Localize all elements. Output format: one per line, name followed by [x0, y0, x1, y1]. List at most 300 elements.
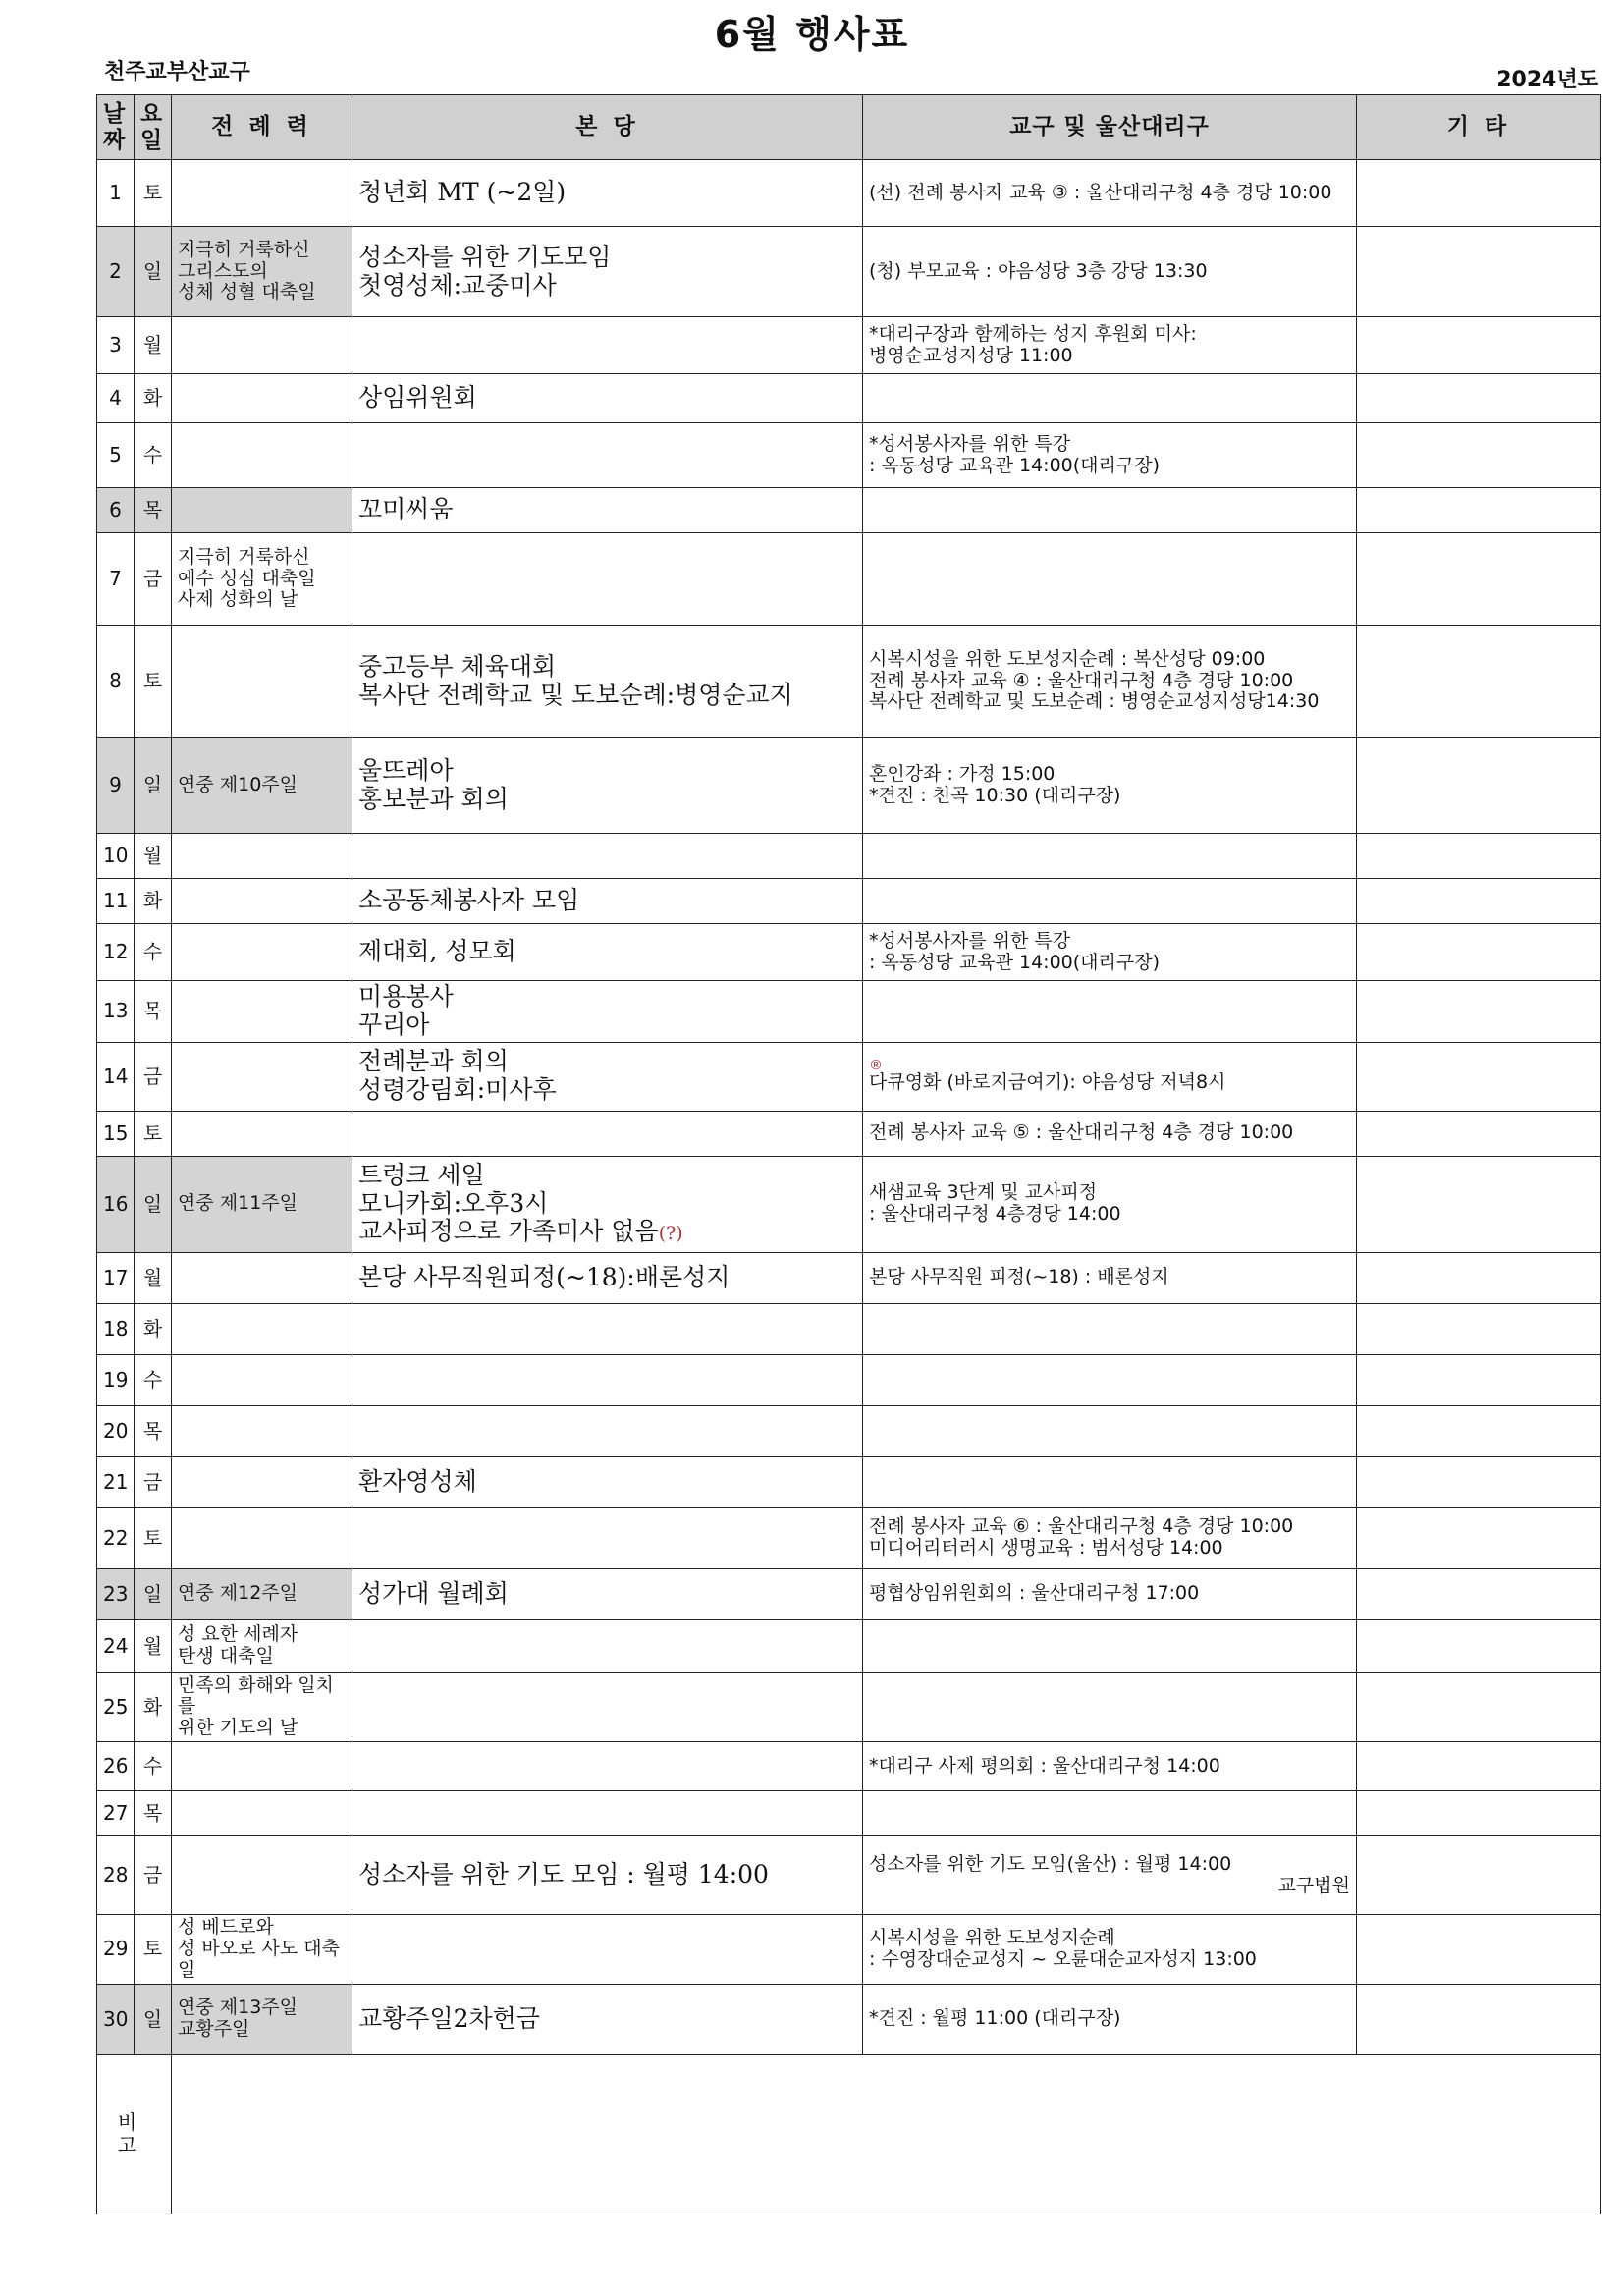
diocese-cell: [863, 227, 1357, 317]
diocese-cell: [863, 374, 1357, 423]
date-cell-text: 18: [103, 1316, 129, 1340]
dow-cell: [135, 1742, 172, 1791]
table-row: [97, 879, 1601, 924]
main-cell: [352, 1672, 863, 1742]
date-cell-text: 6: [109, 498, 122, 521]
date-cell-text: 27: [103, 1801, 129, 1826]
liturgy-cell: [172, 1619, 352, 1672]
diocese-cell-text: 전례 봉사자 교육 ⑤ : 울산대리구청 4층 경당 10:00: [869, 1121, 1294, 1144]
table-row: [97, 1836, 1601, 1915]
table-row: [97, 317, 1601, 374]
main-cell: [352, 1742, 863, 1791]
date-cell-text: 1: [109, 181, 122, 204]
liturgy-cell: [172, 423, 352, 488]
etc-cell: [1357, 1619, 1601, 1672]
dow-cell-text: 목: [142, 999, 163, 1023]
dow-cell: [135, 374, 172, 423]
liturgy-cell: [172, 533, 352, 626]
main-cell: [352, 1111, 863, 1156]
main-cell: [352, 533, 863, 626]
etc-cell: [1357, 374, 1601, 423]
diocese-cell: [863, 1672, 1357, 1742]
liturgy-cell: [172, 1984, 352, 2054]
diocese-cell: [863, 879, 1357, 924]
etc-cell: [1357, 317, 1601, 374]
liturgy-cell-text: 연중 제11주일: [178, 1192, 298, 1215]
diocese-cell-text: *성서봉사자를 위한 특강 : 옥동성당 교육관 14:00(대리구장): [869, 929, 1160, 973]
table-row: [97, 626, 1601, 738]
table-row: [97, 1742, 1601, 1791]
diocese-cell-text: 시복시성을 위한 도보성지순례 : 복산성당 09:00 전례 봉사자 교육 ④ : 울산대리구청 4층 경당 10:00 복사단 전례학교 및 도보순례 : 병영순교성지성당14:30: [869, 647, 1320, 713]
diocese-cell-text: 본당 사무직원 피정(~18) : 배론성지: [869, 1266, 1169, 1288]
diocese-cell-text: 시복시성을 위한 도보성지순례 : 수영장대순교성지 ~ 오륜대순교자성지 13:00: [869, 1926, 1257, 1970]
dow-cell: [135, 1354, 172, 1405]
main-cell: [352, 1915, 863, 1985]
table-row: [97, 1456, 1601, 1507]
main-cell: [352, 1507, 863, 1568]
dow-cell: [135, 227, 172, 317]
date-cell-text: 20: [103, 1418, 129, 1443]
dow-cell: [135, 981, 172, 1043]
col-header-dow: 요 일: [135, 95, 172, 160]
dow-cell: [135, 488, 172, 533]
date-cell-text: 29: [103, 1937, 129, 1961]
dow-cell-text: 금: [142, 1064, 163, 1088]
diocese-cell: [863, 924, 1357, 981]
col-header-liturgy: 전 례 력: [172, 95, 352, 160]
dow-cell-text: 일: [142, 1581, 163, 1606]
diocese-cell: [863, 1405, 1357, 1456]
date-cell: [97, 1405, 135, 1456]
date-cell: [97, 1156, 135, 1252]
main-cell-text: 성소자를 위한 기도모임 첫영성체:교중미사: [358, 242, 612, 300]
dow-cell: [135, 1042, 172, 1111]
main-cell: [352, 834, 863, 879]
notes-content: [172, 2054, 1601, 2214]
liturgy-cell: [172, 1791, 352, 1836]
date-cell: [97, 1672, 135, 1742]
date-cell-text: 3: [109, 333, 122, 356]
dow-cell-text: 토: [142, 1121, 163, 1145]
dow-cell-text: 수: [142, 1754, 163, 1778]
main-cell-text: 성가대 월례회: [358, 1578, 509, 1608]
main-cell: [352, 1456, 863, 1507]
liturgy-cell: [172, 488, 352, 533]
dow-cell-text: 수: [142, 940, 163, 963]
etc-cell: [1357, 1111, 1601, 1156]
dow-cell: [135, 423, 172, 488]
table-row: [97, 1354, 1601, 1405]
dow-cell: [135, 1619, 172, 1672]
etc-cell: [1357, 924, 1601, 981]
liturgy-cell-text: 성 요한 세례자 탄생 대축일: [178, 1623, 298, 1667]
main-cell-text: 소공동체봉사자 모임: [358, 886, 580, 915]
main-cell-text: 중고등부 체육대회 복사단 전례학교 및 도보순례:병영순교지: [358, 651, 793, 709]
diocese-cell: [863, 1252, 1357, 1303]
dow-cell: [135, 1672, 172, 1742]
table-row: [97, 1984, 1601, 2054]
dow-cell-text: 수: [142, 1367, 163, 1392]
date-cell: [97, 879, 135, 924]
main-cell-text: 울뜨레아 홍보분과 회의: [358, 755, 509, 813]
dow-cell-text: 월: [142, 1265, 163, 1289]
liturgy-cell: [172, 1836, 352, 1915]
dow-cell-text: 화: [142, 1316, 163, 1340]
dow-cell: [135, 1836, 172, 1915]
date-cell-text: 13: [103, 999, 129, 1023]
diocese-cell: [863, 1042, 1357, 1111]
diocese-cell-text: 전례 봉사자 교육 ⑥ : 울산대리구청 4층 경당 10:00 미디어리터러시 생명교육 : 범서성당 14:00: [869, 1515, 1294, 1558]
date-cell: [97, 1303, 135, 1354]
dow-cell-text: 화: [142, 1694, 163, 1719]
dow-cell-text: 화: [142, 386, 163, 410]
date-cell-text: 5: [109, 443, 122, 466]
date-cell-text: 10: [103, 844, 129, 867]
diocese-cell: [863, 1742, 1357, 1791]
liturgy-cell: [172, 981, 352, 1043]
dow-cell-text: 토: [142, 669, 163, 692]
date-cell: [97, 374, 135, 423]
dow-cell: [135, 1507, 172, 1568]
date-cell-text: 16: [103, 1191, 129, 1216]
dow-cell-text: 월: [142, 1633, 163, 1658]
date-cell: [97, 1836, 135, 1915]
main-cell-text: 꼬미씨움: [358, 495, 454, 524]
dow-cell: [135, 834, 172, 879]
dow-cell: [135, 1252, 172, 1303]
main-cell-text: 청년회 MT (~2일): [358, 178, 567, 207]
date-cell: [97, 1984, 135, 2054]
liturgy-cell: [172, 1405, 352, 1456]
dow-cell-text: 일: [142, 1191, 163, 1216]
liturgy-cell: [172, 1111, 352, 1156]
diocese-cell-text: (선) 전례 봉사자 교육 ③ : 울산대리구청 4층 경당 10:00: [869, 181, 1332, 203]
notes-row: [97, 2054, 1601, 2214]
main-cell: [352, 981, 863, 1043]
main-cell: [352, 1354, 863, 1405]
date-cell: [97, 1042, 135, 1111]
dow-cell: [135, 924, 172, 981]
date-cell: [97, 423, 135, 488]
main-cell: [352, 423, 863, 488]
diocese-cell: [863, 981, 1357, 1043]
dow-cell-text: 금: [142, 1469, 163, 1494]
dow-cell-text: 목: [142, 498, 163, 521]
date-cell-text: 24: [103, 1633, 129, 1658]
date-cell: [97, 1619, 135, 1672]
etc-cell: [1357, 879, 1601, 924]
diocese-cell: [863, 1156, 1357, 1252]
diocese-cell: [863, 1791, 1357, 1836]
table-row: [97, 1619, 1601, 1672]
diocese-cell-text: 혼인강좌 : 가정 15:00 *견진 : 천곡 10:30 (대리구장): [869, 762, 1121, 806]
etc-cell: [1357, 1791, 1601, 1836]
col-header-etc: 기 타: [1357, 95, 1601, 160]
liturgy-cell-text: 지극히 거룩하신 그리스도의 성체 성혈 대축일: [178, 238, 316, 303]
etc-cell: [1357, 1915, 1601, 1985]
etc-cell: [1357, 834, 1601, 879]
handwritten-question-mark: (?): [658, 1223, 683, 1245]
dow-cell: [135, 1456, 172, 1507]
main-cell: [352, 1619, 863, 1672]
diocese-cell: [863, 834, 1357, 879]
diocese-cell: [863, 626, 1357, 738]
diocese-cell: [863, 1354, 1357, 1405]
liturgy-cell-text: 민족의 화해와 일치를 위한 기도의 날: [178, 1673, 334, 1739]
dow-cell: [135, 1568, 172, 1619]
etc-cell: [1357, 1156, 1601, 1252]
etc-cell: [1357, 738, 1601, 834]
dow-cell-text: 일: [142, 2006, 163, 2031]
table-row: [97, 1672, 1601, 1742]
main-cell: [352, 1568, 863, 1619]
liturgy-cell-text: 지극히 거룩하신 예수 성심 대축일 사제 성화의 날: [178, 545, 316, 611]
diocese-cell: [863, 423, 1357, 488]
table-row: [97, 1042, 1601, 1111]
table-row: [97, 1405, 1601, 1456]
schedule-table: [96, 94, 1601, 2214]
date-cell: [97, 488, 135, 533]
table-row: [97, 533, 1601, 626]
diocese-subtext: 교구법원: [1277, 1874, 1350, 1896]
date-cell: [97, 626, 135, 738]
liturgy-cell: [172, 1042, 352, 1111]
table-row: [97, 834, 1601, 879]
col-header-date: 날 짜: [97, 95, 135, 160]
main-cell: [352, 1303, 863, 1354]
dow-cell: [135, 533, 172, 626]
diocese-cell: [863, 533, 1357, 626]
main-cell: [352, 1156, 863, 1252]
date-cell: [97, 1568, 135, 1619]
date-cell-text: 25: [103, 1694, 129, 1719]
liturgy-cell-text: 성 베드로와 성 바오로 사도 대축일: [178, 1916, 340, 1981]
main-cell: [352, 626, 863, 738]
diocese-cell: [863, 488, 1357, 533]
table-row: [97, 160, 1601, 227]
dow-cell: [135, 1984, 172, 2054]
date-cell: [97, 1742, 135, 1791]
etc-cell: [1357, 227, 1601, 317]
col-header-main: 본 당: [352, 95, 863, 160]
liturgy-cell: [172, 879, 352, 924]
organization-name: 천주교부산교구: [104, 60, 250, 84]
diocese-cell: [863, 1456, 1357, 1507]
date-cell: [97, 317, 135, 374]
dow-cell-text: 화: [142, 889, 163, 912]
date-cell-text: 28: [103, 1863, 129, 1887]
liturgy-cell: [172, 1354, 352, 1405]
dow-cell-text: 목: [142, 1801, 163, 1826]
etc-cell: [1357, 1354, 1601, 1405]
main-cell-text: 상임위원회: [358, 383, 477, 412]
table-row: [97, 1111, 1601, 1156]
dow-cell: [135, 160, 172, 227]
table-row: [97, 1156, 1601, 1252]
diocese-cell-text: 평협상임위원회의 : 울산대리구청 17:00: [869, 1582, 1200, 1605]
main-cell-text: 본당 사무직원피정(~18):배론성지: [358, 1262, 731, 1291]
liturgy-cell: [172, 924, 352, 981]
dow-cell-text: 토: [142, 1937, 163, 1961]
date-cell: [97, 533, 135, 626]
diocese-cell: [863, 1111, 1357, 1156]
dow-cell: [135, 1915, 172, 1985]
liturgy-cell: [172, 1915, 352, 1985]
diocese-cell-text: *견진 : 월평 11:00 (대리구장): [869, 2007, 1121, 2030]
etc-cell: [1357, 1252, 1601, 1303]
liturgy-cell: [172, 1303, 352, 1354]
liturgy-cell: [172, 1252, 352, 1303]
notes-label: 비 고: [97, 2054, 172, 2214]
main-cell: [352, 924, 863, 981]
table-row: [97, 1568, 1601, 1619]
dow-cell-text: 월: [142, 844, 163, 867]
etc-cell: [1357, 488, 1601, 533]
diocese-cell-text: (청) 부모교육 : 야음성당 3층 강당 13:30: [869, 259, 1208, 282]
dow-cell: [135, 1111, 172, 1156]
date-cell-text: 9: [109, 773, 122, 796]
date-cell-text: 19: [103, 1367, 129, 1392]
main-cell: [352, 1791, 863, 1836]
date-cell: [97, 227, 135, 317]
diocese-cell-text: *대리구장과 함께하는 성지 후원회 미사: 병영순교성지성당 11:00: [869, 322, 1197, 366]
table-row: [97, 738, 1601, 834]
liturgy-cell: [172, 738, 352, 834]
dow-cell: [135, 879, 172, 924]
liturgy-cell: [172, 374, 352, 423]
table-row: [97, 981, 1601, 1043]
etc-cell: [1357, 1742, 1601, 1791]
table-row: [97, 374, 1601, 423]
main-cell: [352, 488, 863, 533]
dow-cell-text: 토: [142, 1525, 163, 1550]
liturgy-cell: [172, 1568, 352, 1619]
table-row: [97, 488, 1601, 533]
date-cell: [97, 1507, 135, 1568]
diocese-cell-text: *성서봉사자를 위한 특강 : 옥동성당 교육관 14:00(대리구장): [869, 432, 1160, 476]
date-cell-text: 15: [103, 1121, 129, 1145]
date-cell-text: 21: [103, 1469, 129, 1494]
etc-cell: [1357, 1568, 1601, 1619]
diocese-cell: [863, 1507, 1357, 1568]
header-row: [97, 95, 1601, 160]
page-title: 6월 행사표: [714, 13, 910, 56]
diocese-cell: [863, 1619, 1357, 1672]
liturgy-cell: [172, 626, 352, 738]
etc-cell: [1357, 1303, 1601, 1354]
etc-cell: [1357, 1042, 1601, 1111]
liturgy-cell: [172, 1156, 352, 1252]
diocese-cell: [863, 1303, 1357, 1354]
date-cell-text: 14: [103, 1064, 129, 1088]
dow-cell: [135, 738, 172, 834]
dow-cell-text: 수: [142, 443, 163, 466]
date-cell-text: 22: [103, 1525, 129, 1550]
dow-cell-text: 일: [142, 773, 163, 796]
main-cell: [352, 1252, 863, 1303]
main-cell-text: 성소자를 위한 기도 모임 : 월평 14:00: [358, 1860, 769, 1889]
etc-cell: [1357, 1507, 1601, 1568]
etc-cell: [1357, 1405, 1601, 1456]
liturgy-cell: [172, 227, 352, 317]
etc-cell: [1357, 1836, 1601, 1915]
dow-cell-text: 금: [142, 1863, 163, 1887]
date-cell-text: 26: [103, 1754, 129, 1778]
etc-cell: [1357, 981, 1601, 1043]
main-cell-text: 교황주일2차헌금: [358, 2003, 540, 2033]
liturgy-cell: [172, 834, 352, 879]
date-cell: [97, 1354, 135, 1405]
dow-cell: [135, 1405, 172, 1456]
main-cell: [352, 1836, 863, 1915]
date-cell-text: 4: [109, 386, 122, 410]
diocese-cell-text: 성소자를 위한 기도 모임(울산) : 월평 14:00: [869, 1852, 1232, 1875]
table-row: [97, 1252, 1601, 1303]
diocese-cell: [863, 317, 1357, 374]
dow-cell-text: 금: [142, 567, 163, 590]
etc-cell: [1357, 1672, 1601, 1742]
etc-cell: [1357, 533, 1601, 626]
main-cell-text: 제대회, 성모회: [358, 937, 516, 966]
main-cell: [352, 1405, 863, 1456]
date-cell-text: 30: [103, 2006, 129, 2031]
table-row: [97, 1791, 1601, 1836]
main-cell: [352, 1042, 863, 1111]
diocese-cell-text: 새샘교육 3단계 및 교사피정 : 울산대리구청 4층경당 14:00: [869, 1181, 1121, 1225]
diocese-cell: [863, 1836, 1357, 1915]
date-cell-text: 8: [109, 669, 122, 692]
date-cell-text: 12: [103, 940, 129, 963]
liturgy-cell: [172, 1456, 352, 1507]
liturgy-cell-text: 연중 제12주일: [178, 1582, 298, 1605]
dow-cell: [135, 1791, 172, 1836]
table-row: [97, 1915, 1601, 1985]
date-cell: [97, 834, 135, 879]
dow-cell-text: 월: [142, 333, 163, 356]
date-cell-text: 2: [109, 259, 122, 283]
liturgy-cell-text: 연중 제13주일 교황주일: [178, 1996, 298, 2041]
main-cell-text: 전례분과 회의 성령강림회:미사후: [358, 1047, 557, 1104]
dow-cell: [135, 1156, 172, 1252]
etc-cell: [1357, 626, 1601, 738]
diocese-cell: [863, 1915, 1357, 1985]
date-cell: [97, 1456, 135, 1507]
diocese-cell: [863, 1568, 1357, 1619]
handwritten-mark: ®: [869, 1058, 883, 1074]
dow-cell-text: 목: [142, 1418, 163, 1443]
col-header-diocese: 교구 및 울산대리구: [863, 95, 1357, 160]
main-cell-text: 트렁크 세일 모니카회:오후3시 교사피정으로 가족미사 없음: [358, 1160, 659, 1246]
liturgy-cell: [172, 1507, 352, 1568]
date-cell: [97, 160, 135, 227]
dow-cell: [135, 626, 172, 738]
main-cell-text: 환자영성체: [358, 1466, 477, 1496]
liturgy-cell: [172, 160, 352, 227]
etc-cell: [1357, 1984, 1601, 2054]
date-cell: [97, 1252, 135, 1303]
date-cell: [97, 738, 135, 834]
liturgy-cell-text: 연중 제10주일: [178, 773, 298, 795]
main-cell-text: 미용봉사 꾸리아: [358, 982, 454, 1039]
etc-cell: [1357, 160, 1601, 227]
dow-cell-text: 토: [142, 181, 163, 204]
liturgy-cell: [172, 317, 352, 374]
year-label: 2024년도: [1496, 68, 1598, 92]
date-cell: [97, 1915, 135, 1985]
table-row: [97, 423, 1601, 488]
date-cell: [97, 1111, 135, 1156]
diocese-cell-text: *대리구 사제 평의회 : 울산대리구청 14:00: [869, 1754, 1220, 1777]
